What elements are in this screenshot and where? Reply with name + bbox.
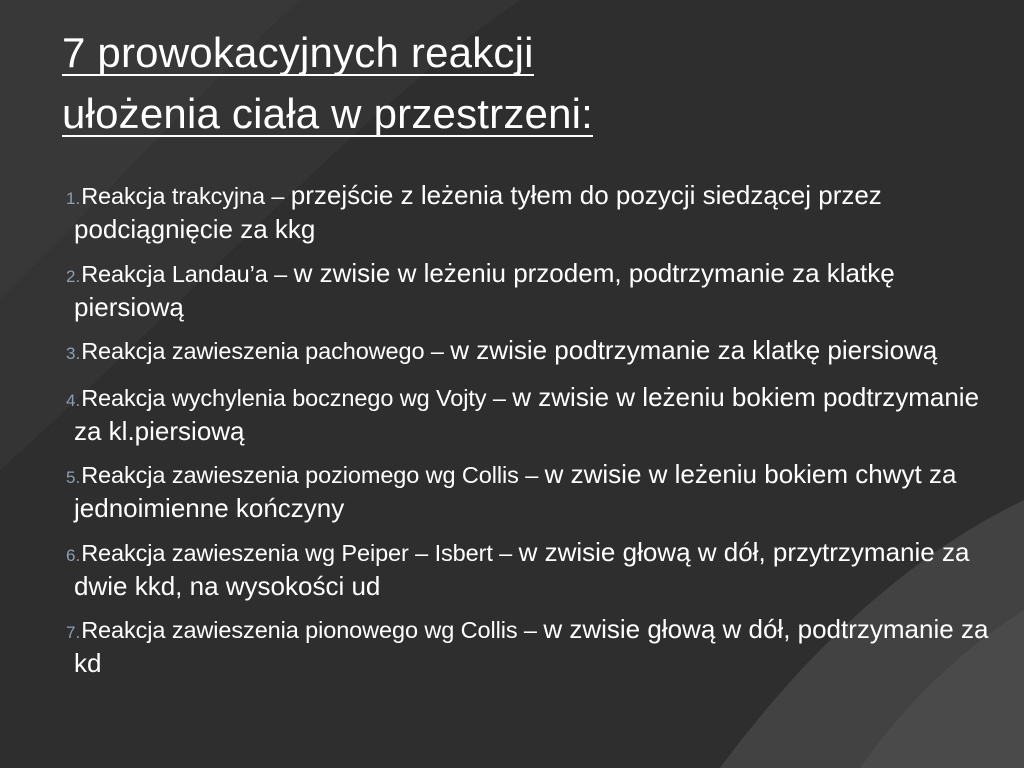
reaction-description: w zwisie głową w dół, podtrzymanie za kd — [74, 614, 989, 678]
item-number: 5. — [66, 468, 81, 487]
list-item — [66, 382, 996, 447]
slide-title — [62, 26, 982, 148]
title-line: 7 prowokacyjnych reakcji — [62, 29, 534, 76]
reaction-name: Reakcja trakcyjna – — [81, 183, 291, 209]
list-item — [66, 537, 996, 602]
item-number: 6. — [66, 545, 81, 565]
list-item — [66, 335, 996, 369]
item-number: 4. — [66, 390, 81, 410]
reaction-name: Reakcja zawieszenia pachowego – — [81, 338, 451, 364]
list-item — [66, 258, 996, 323]
item-number: 7. — [66, 623, 81, 642]
reaction-description: w zwisie w leżeniu bokiem podtrzymanie za kl.piersiową — [74, 381, 980, 446]
list-item — [66, 614, 996, 679]
list-item — [66, 180, 996, 245]
reaction-name: Reakcja Landau’a – — [81, 260, 294, 287]
reaction-name: Reakcja zawieszenia wg Peiper – Isbert – — [81, 539, 519, 566]
reaction-name: Reakcja zawieszenia pionowego wg Collis – — [81, 617, 544, 643]
title-line: ułożenia ciała w przestrzeni: — [62, 90, 594, 137]
reaction-description: w zwisie w leżeniu bokiem chwyt za jednoimienne kończyny — [74, 459, 957, 523]
reaction-description: przejście z leżenia tyłem do pozycji siedzącej przez podciągnięcie za kkg — [74, 180, 882, 244]
item-number: 1. — [66, 189, 81, 208]
reaction-name: Reakcja zawieszenia poziomego wg Collis – — [81, 462, 545, 488]
reaction-description: w zwisie w leżeniu przodem, podtrzymanie za klatkę piersiową — [74, 257, 895, 322]
reaction-description: w zwisie głową w dół, przytrzymanie za dwie kkd, na wysokości ud — [74, 536, 970, 601]
reaction-name: Reakcja wychylenia bocznego wg Vojty – — [81, 384, 513, 411]
reaction-description: w zwisie podtrzymanie za klatkę piersiową — [450, 335, 938, 365]
list-item — [66, 459, 996, 524]
item-number: 2. — [66, 266, 81, 286]
item-number: 3. — [66, 344, 81, 363]
reaction-list — [66, 180, 996, 692]
